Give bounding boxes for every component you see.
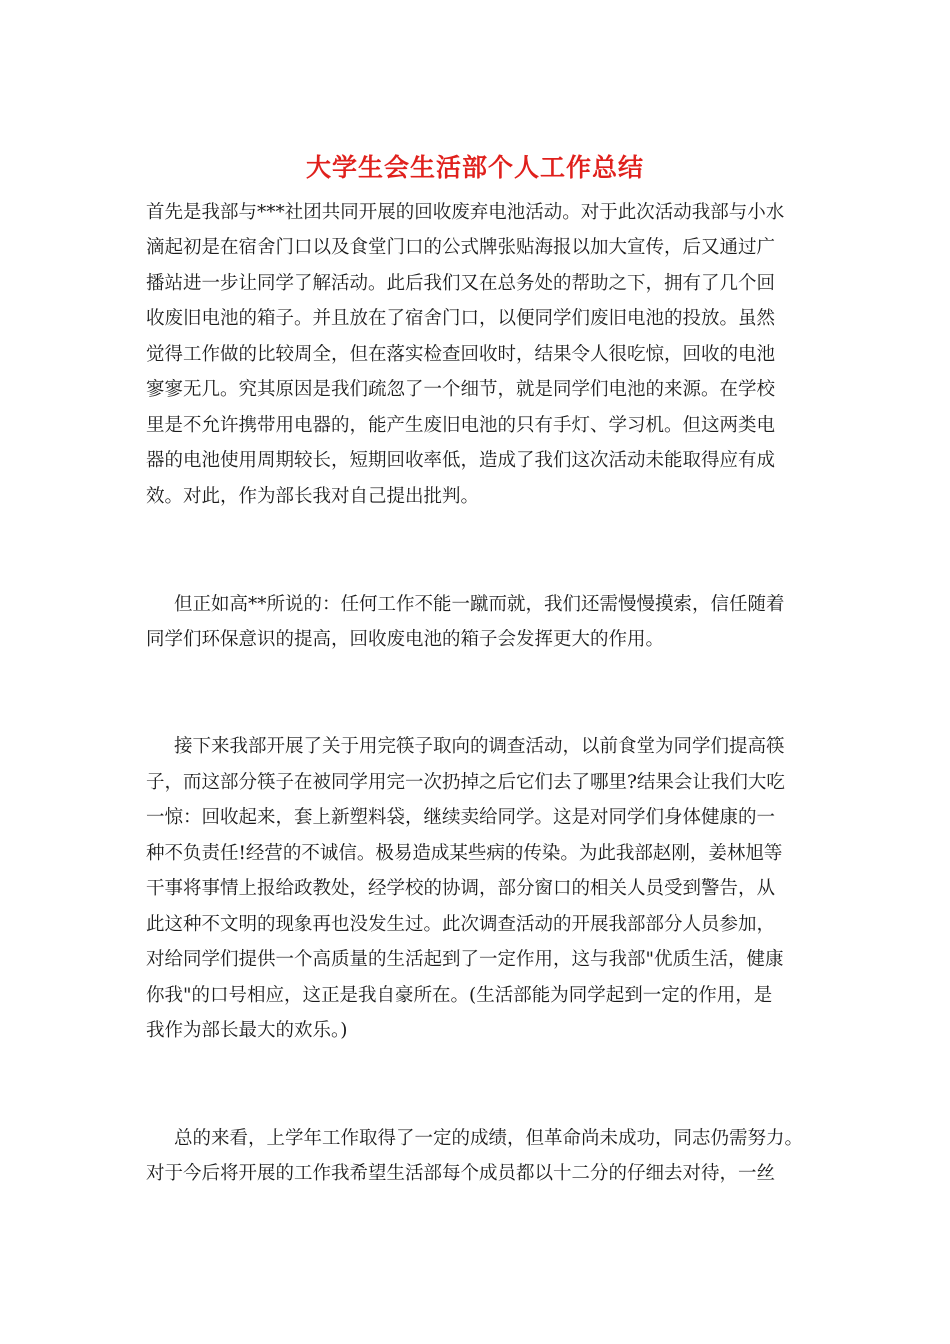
paragraph-4-line-1: 总的来看，上学年工作取得了一定的成绩，但革命尚未成功，同志仍需努力。 <box>174 1128 804 1149</box>
paragraph-3-line-2: 子，而这部分筷子在被同学用完一次扔掉之后它们去了哪里?结果会让我们大吃 <box>146 772 785 793</box>
paragraph-3-line-3: 一惊：回收起来，套上新塑料袋，继续卖给同学。这是对同学们身体健康的一 <box>146 807 776 828</box>
paragraph-1-line-2: 滴起初是在宿舍门口以及食堂门口的公式牌张贴海报以加大宣传，后又通过广 <box>146 237 776 258</box>
paragraph-3-line-9: 我作为部长最大的欢乐。) <box>146 1020 348 1041</box>
paragraph-3-line-5: 干事将事情上报给政教处，经学校的协调，部分窗口的相关人员受到警告，从 <box>146 878 776 899</box>
paragraph-3-line-8: 你我"的口号相应，这正是我自豪所在。(生活部能为同学起到一定的作用，是 <box>146 985 773 1006</box>
paragraph-3-line-6: 此这种不文明的现象再也没发生过。此次调查活动的开展我部部分人员参加， <box>146 914 776 935</box>
paragraph-1-line-4: 收废旧电池的箱子。并且放在了宿舍门口，以便同学们废旧电池的投放。虽然 <box>146 308 776 329</box>
paragraph-1-line-7: 里是不允许携带用电器的，能产生废旧电池的只有手灯、学习机。但这两类电 <box>146 415 776 436</box>
paragraph-3-line-4: 种不负责任!经营的不诚信。极易造成某些病的传染。为此我部赵刚，姜林旭等 <box>146 843 783 864</box>
paragraph-1-line-5: 觉得工作做的比较周全，但在落实检查回收时，结果令人很吃惊，回收的电池 <box>146 344 776 365</box>
paragraph-2-line-2: 同学们环保意识的提高，回收废电池的箱子会发挥更大的作用。 <box>146 629 665 650</box>
paragraph-1-line-6: 寥寥无几。究其原因是我们疏忽了一个细节，就是同学们电池的来源。在学校 <box>146 379 776 400</box>
paragraph-3-line-7: 对给同学们提供一个高质量的生活起到了一定作用，这与我部"优质生活，健康 <box>146 949 784 970</box>
paragraph-1-line-3: 播站进一步让同学了解活动。此后我们又在总务处的帮助之下，拥有了几个回 <box>146 273 776 294</box>
paragraph-1-line-1: 首先是我部与***社团共同开展的回收废弃电池活动。对于此次活动我部与小水 <box>146 202 785 223</box>
paragraph-1-line-8: 器的电池使用周期较长，短期回收率低，造成了我们这次活动未能取得应有成 <box>146 450 776 471</box>
paragraph-1-line-9: 效。对此，作为部长我对自己提出批判。 <box>146 486 480 507</box>
document-title: 大学生会生活部个人工作总结 <box>305 153 644 182</box>
paragraph-3-line-1: 接下来我部开展了关于用完筷子取向的调查活动，以前食堂为同学们提高筷 <box>174 736 785 757</box>
paragraph-2-line-1: 但正如高**所说的：任何工作不能一蹴而就，我们还需慢慢摸索，信任随着 <box>174 594 785 615</box>
paragraph-4-line-2: 对于今后将开展的工作我希望生活部每个成员都以十二分的仔细去对待，一丝 <box>146 1163 776 1184</box>
